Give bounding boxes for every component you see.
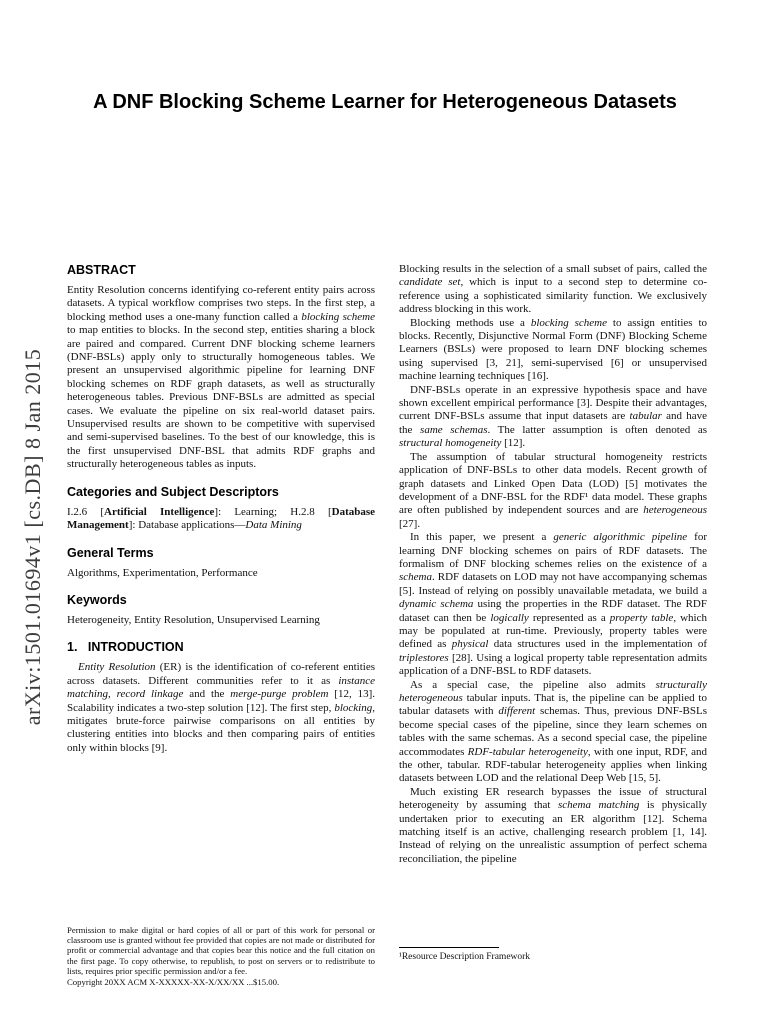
permission-text: Permission to make digital or hard copies of all or part of this work for personal or classroom use is granted without fee provided that copies are not made or distributed for profit or commercial advantage and that copies bear this notice and the full citation on the first page. To copy otherwise, to republish, to post on servers or to redistribute to lists, requires prior specific permission and/or a fee. [67,924,375,977]
right-column [399,263,707,963]
abstract-text: Entity Resolution concerns identifying co-referent entity pairs across datasets. A typical workflow comprises two steps. In the first step, a blocking method uses a one-many function called a blocking scheme to map entities to blocks. In the second step, entities sharing a block are paired and compared. Current DNF blocking scheme learners (DNF-BSLs) apply only to structurally homogeneous tables. We present an unsupervised algorithmic pipeline for learning DNF blocking schemes on RDF graph datasets, as well as structurally heterogeneous tables. Previous DNF-BSLs are admitted as special cases. We evaluate the pipeline on six real-world dataset pairs. Unsupervised results are shown to be competitive with supervised and semi-supervised baselines. To the best of our knowledge, this is the first unsupervised DNF-BSL that admits RDF graphs and structurally heterogeneous tables as inputs. [67,284,375,471]
body-paragraph: In this paper, we present a generic algorithmic pipeline for learning DNF blocking schemes on pairs of RDF datasets. The formalism of DNF blocking schemes relies on the existence of a schema. RDF datasets on LOD may not have accompanying schemas [5]. Instead of relying on possibly unavailable metadata, we build a dynamic schema using the properties in the RDF dataset. The RDF dataset can then be logically represented as a property table, which may be populated at run-time. Previously, property tables were defined as physical data structures used in the implementation of triplestores [28]. Using a logical property table representation admits application of a DNF-BSL to RDF datasets. [399,531,707,678]
permission-note [67,925,375,987]
body-paragraph: Blocking results in the selection of a small subset of pairs, called the candidate set, which is input to a second step to determine co-reference using a sophisticated similarity function. We exclusively address blocking in this work. [399,263,707,316]
body-paragraph: As a special case, the pipeline also admits structurally heterogeneous tabular inputs. That is, the pipeline can be applied to tabular datasets with different schemas. Thus, previous DNF-BSLs become special cases of the pipeline, since they learn schemes on tables with the same schemas. As a second special case, the pipeline accommodates RDF-tabular heterogeneity, with one input, RDF, and the other, tabular. RDF-tabular heterogeneity applies when linking datasets between LOD and the relational Deep Web [15, 5]. [399,678,707,785]
footnote-rule [399,947,499,948]
categories-text: I.2.6 [Artificial Intelligence]: Learning; H.2.8 [Database Management]: Database applications—Data Mining [67,505,376,532]
arxiv-watermark: arXiv:1501.01694v1 [cs.DB] 8 Jan 2015 [20,348,45,726]
categories-heading: Categories and Subject Descriptors [67,484,279,499]
keywords-heading: Keywords [67,592,127,607]
body-paragraph: Blocking methods use a blocking scheme to assign entities to blocks. Recently, Disjunctive Normal Form (DNF) Blocking Scheme Learners (BSLs) were proposed to learn DNF blocking schemes using supervised [3, 21], semi-supervised [6] or unsupervised machine learning techniques [16]. [399,316,708,383]
copyright-line: Copyright 20XX ACM X-XXXXX-XX-X/XX/XX ...$15.00. [67,976,280,987]
body-paragraph: Much existing ER research bypasses the issue of structural heterogeneity by assuming that schema matching is physically undertaken prior to executing an ER algorithm [12]. Schema matching itself is an active, challenging research problem [1, 14]. Instead of relying on the unrealistic assumption of perfect schema reconciliation, the pipeline [399,785,707,865]
body-paragraph: The assumption of tabular structural homogeneity restricts application of DNF-BSLs to other data models. Recent growth of graph datasets and Linked Open Data (LOD) [5] motivates the development of a DNF-BSL for the RDF¹ data model. These graphs are often published by independent sources and are heterogeneous [27]. [399,450,707,530]
general-terms-text: Algorithms, Experimentation, Performance [67,566,258,579]
two-column-body [67,263,707,987]
footnote-block [399,947,707,964]
abstract-heading: ABSTRACT [67,263,136,277]
keywords-text: Heterogeneity, Entity Resolution, Unsupervised Learning [67,613,320,626]
general-terms-heading: General Terms [67,545,154,560]
introduction-heading: 1. INTRODUCTION [67,640,184,655]
paper-title: A DNF Blocking Scheme Learner for Heterogeneous Datasets [93,91,677,113]
footnote-text: ¹Resource Description Framework [399,951,531,962]
body-paragraph: DNF-BSLs operate in an expressive hypothesis space and have shown excellent empirical performance [3]. Despite their advantages, current DNF-BSLs assume that input datasets are tabular and have the same schemas. The latter assumption is often denoted as structural homogeneity [12]. [399,383,707,450]
introduction-paragraph: Entity Resolution (ER) is the identification of co-referent entities across datasets. Different communities refer to it as instance matching, record linkage and the merge-purge problem [12, 13]. Scalability indicates a two-step solution [12]. The first step, blocking, mitigates brute-force pairwise comparisons on all entities by clustering entities into blocks and then comparing pairs of entities only within blocks [9]. [67,661,376,754]
left-column [67,263,375,987]
